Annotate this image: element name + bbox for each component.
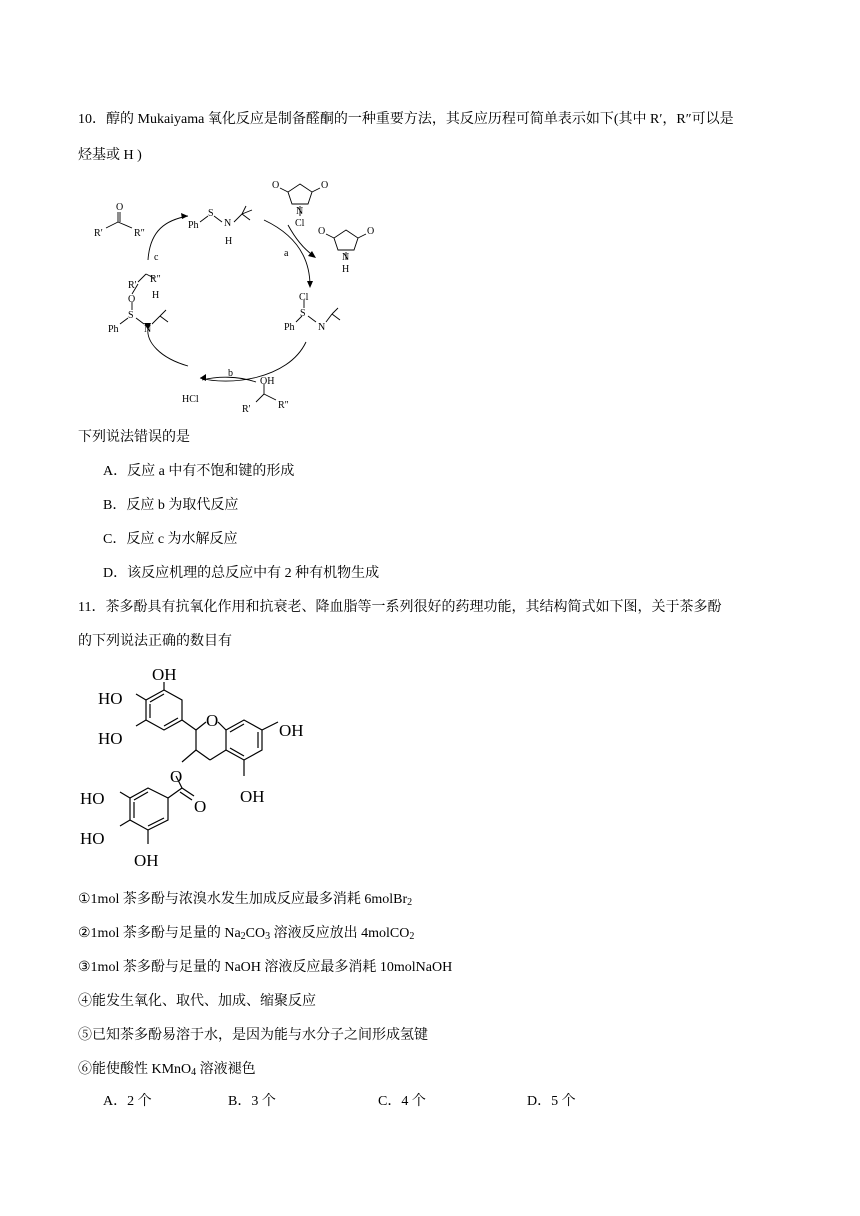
- ring-c-ho-top: HO: [80, 789, 105, 808]
- q11-statement-3: ③1mol 茶多酚与足量的 NaOH 溶液反应最多消耗 10molNaOH: [78, 960, 453, 975]
- sulfenamide-h-label: H: [225, 236, 233, 247]
- succinimide-o2-label: O: [367, 226, 375, 237]
- ester-oxygen: O: [170, 767, 183, 786]
- step-b-label: b: [228, 368, 233, 379]
- ring-c-ho-middle: HO: [80, 829, 105, 848]
- chloride-s-label: S: [300, 308, 306, 319]
- alcohol-r1-label: R': [242, 404, 251, 415]
- ncs-n-label: N: [296, 206, 304, 217]
- mukaiyama-mechanism-diagram: [88, 170, 388, 420]
- ketone-r1-label: R′: [94, 228, 103, 239]
- step-c-label: c: [154, 252, 159, 263]
- succinimide-n-label: N: [342, 252, 350, 263]
- q10-option-c: C．反应 c 为水解反应: [103, 532, 238, 547]
- q11-statement-2: ②1mol 茶多酚与足量的 $Na_2CO_3$ 溶液反应放出 4molCO$_2$: [78, 926, 415, 942]
- ring-b-oh-right: OH: [279, 721, 304, 740]
- q11-stem-line2: 的下列说法正确的数目有: [78, 634, 232, 649]
- chloride-cl-label: Cl: [299, 292, 309, 303]
- sulfenamide-ph-label: Ph: [188, 220, 199, 231]
- chloride-n-label: N: [318, 322, 326, 333]
- q10-stem-line2: 烃基或 H ): [78, 148, 142, 163]
- ring-c-oh-bottom: OH: [134, 851, 159, 870]
- ketone-oxygen-label: O: [116, 202, 124, 213]
- sulfenamide-n-label: N: [224, 218, 232, 229]
- ncs-o2-label: O: [321, 180, 329, 191]
- intermediate-r1-label: R': [128, 280, 137, 291]
- q10-prompt: 下列说法错误的是: [78, 430, 190, 445]
- q11-choice-d: D．5 个: [527, 1094, 576, 1109]
- q10-stem-line1: 10．醇的 Mukaiyama 氧化反应是制备醛酮的一种重要方法，其反应历程可简单表示如下(其中 R′，R″可以是: [78, 112, 734, 127]
- alcohol-r2-label: R": [278, 400, 289, 411]
- q11-statement-5: ⑤已知茶多酚易溶于水，是因为能与水分子之间形成氢键: [78, 1028, 428, 1043]
- q10-option-a: A．反应 a 中有不饱和键的形成: [103, 464, 295, 479]
- ncs-o1-label: O: [272, 180, 280, 191]
- intermediate-n-label: N: [144, 324, 152, 335]
- ring-a-oh-top: OH: [152, 665, 177, 684]
- hcl-label: HCl: [182, 394, 199, 405]
- intermediate-s-label: S: [128, 310, 134, 321]
- alcohol-oh-label: OH: [260, 376, 275, 387]
- q10-option-b: B．反应 b 为取代反应: [103, 498, 239, 513]
- q11-choice-c: C．4 个: [378, 1094, 426, 1109]
- intermediate-h-label: H: [152, 290, 160, 301]
- intermediate-r2-label: R": [150, 274, 161, 285]
- q11-statement-4: ④能发生氧化、取代、加成、缩聚反应: [78, 994, 316, 1009]
- ring-b-oh-bottom: OH: [240, 787, 265, 806]
- ketone-r2-label: R″: [134, 228, 145, 239]
- q10-option-d: D．该反应机理的总反应中有 2 种有机物生成: [103, 566, 380, 581]
- ring-a-ho-left: HO: [98, 689, 123, 708]
- carbonyl-oxygen: O: [194, 797, 207, 816]
- tea-polyphenol-structure: [78, 664, 318, 874]
- q11-choice-b: B．3 个: [228, 1094, 276, 1109]
- step-a-label: a: [284, 248, 289, 259]
- ncs-cl-label: Cl: [295, 218, 305, 229]
- sulfenamide-s-label: S: [208, 208, 214, 219]
- q11-stem-line1: 11．茶多酚具有抗氧化作用和抗衰老、降血脂等一系列很好的药理功能，其结构简式如下图，关于茶多酚: [78, 600, 722, 615]
- intermediate-o-label: O: [128, 294, 136, 305]
- intermediate-ph-label: Ph: [108, 324, 119, 335]
- q11-statement-6: ⑥能使酸性 KMnO$_4$ 溶液褪色: [78, 1062, 256, 1078]
- q11-choice-a: A．2 个: [103, 1094, 152, 1109]
- pyran-oxygen: O: [206, 711, 219, 730]
- chloride-ph-label: Ph: [284, 322, 295, 333]
- succinimide-o1-label: O: [318, 226, 326, 237]
- ring-a-ho-bottom: HO: [98, 729, 123, 748]
- succinimide-h-label: H: [342, 264, 350, 275]
- q11-statement-1: ①1mol 茶多酚与浓溴水发生加成反应最多消耗 6molBr$_2$: [78, 892, 413, 908]
